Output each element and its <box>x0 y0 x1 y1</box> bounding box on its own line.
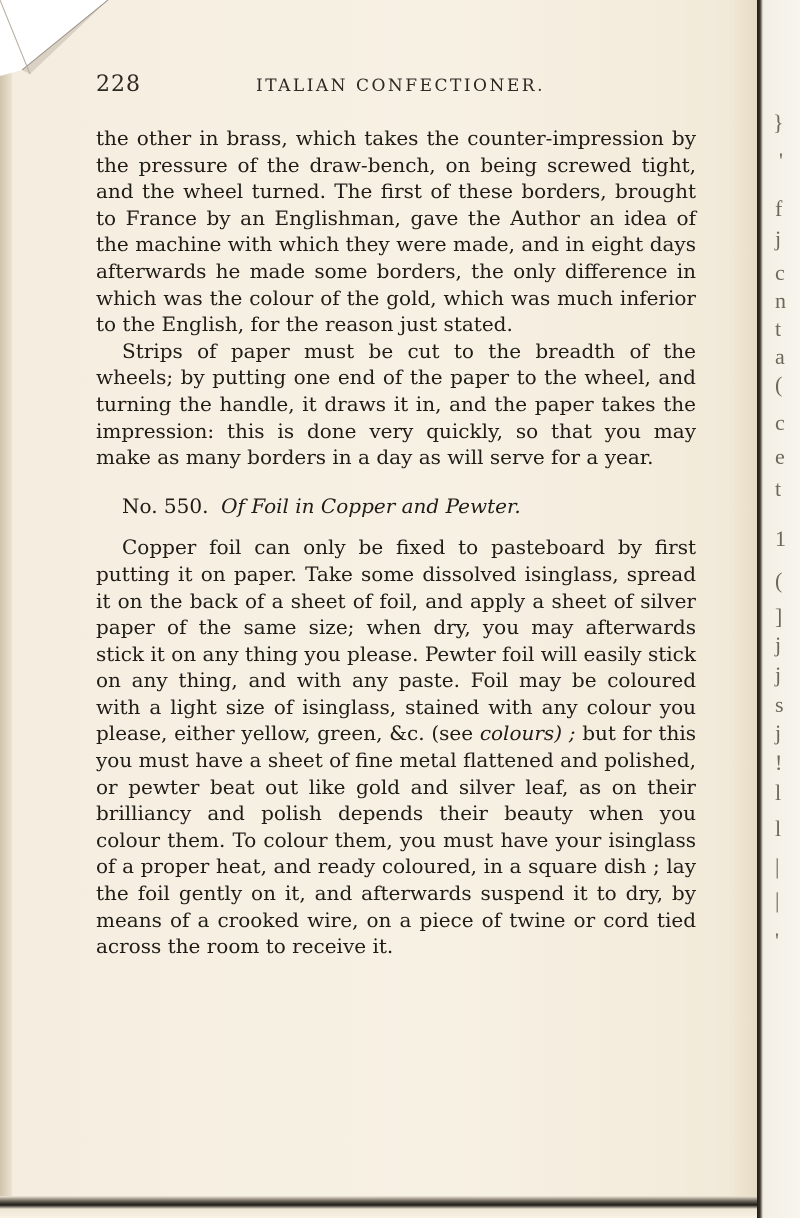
adjacent-page-char: l <box>775 780 782 805</box>
adjacent-page-char: | <box>775 854 780 879</box>
running-title: ITALIAN CONFECTIONER. <box>256 76 545 96</box>
adjacent-page-char: ! <box>775 750 783 775</box>
paragraph-continued: the other in brass, which takes the counter-impression by the pressure of the draw-bench, on being screwed tight, and the wheel turned. The first of these borders, brought to France by an Englishman, gave the Author an idea of the machine with which they were made, and in eight days afterwards he made some borders, the only difference in which was the colour of the gold, which was much inferior to the English, for the reason just stated. <box>96 126 696 337</box>
section-heading <box>96 493 696 520</box>
adjacent-page-char: s <box>775 692 784 717</box>
adjacent-page-char: | <box>775 888 780 913</box>
adjacent-page-char: c <box>775 260 785 285</box>
body-text <box>96 125 696 960</box>
adjacent-page-char: ' <box>775 928 779 953</box>
page-number: 228 <box>96 72 141 97</box>
adjacent-page-char: j <box>775 226 782 251</box>
adjacent-page-char: j <box>775 632 782 657</box>
cross-reference: colours) ; <box>479 721 576 746</box>
adjacent-page-char: 1 <box>775 526 786 551</box>
section-title: Of Foil in Copper and Pewter. <box>221 493 521 518</box>
adjacent-page-char: n <box>775 288 786 313</box>
page-header <box>96 72 716 112</box>
adjacent-page-char: ( <box>775 372 783 397</box>
adjacent-page-char: f <box>775 196 783 221</box>
section-number: No. 550. <box>122 493 209 518</box>
paragraph-foil <box>96 534 696 960</box>
adjacent-page-char: j <box>775 662 782 687</box>
adjacent-page-char: ( <box>775 568 783 593</box>
folded-corner-icon <box>0 0 110 80</box>
adjacent-page-char: a <box>775 344 785 369</box>
paragraph-strips: Strips of paper must be cut to the breadth of the wheels; by putting one end of the paper to the wheel, and turning the handle, it draws it in, and the paper takes the impression: this is done very quickly, so that you may make as many borders in a day as will serve for a year. <box>96 338 696 470</box>
page-bottom-edge <box>0 1196 757 1218</box>
book-gutter <box>757 0 800 1218</box>
adjacent-page-char: c <box>775 410 785 435</box>
paragraph-foil-part-2: but for this you must have a sheet of fine metal flattened and polished, or pewter beat out like gold and silver leaf, as on their brilliancy and polish depends their beauty when you colour them. To colour them, you must have your isinglass of a proper heat, and ready coloured, in a square dish ; lay the foil gently on it, and afterwards suspend it to dry, by means of a crooked wire, on a piece of twine or cord tied across the room to receive it. <box>96 721 696 959</box>
adjacent-page-char: t <box>775 476 782 501</box>
adjacent-page-char: ] <box>775 604 783 629</box>
adjacent-page-char: t <box>775 316 782 341</box>
adjacent-page-char: e <box>775 444 785 469</box>
page-left-edge <box>0 0 12 1218</box>
adjacent-page-char: } <box>773 110 784 135</box>
adjacent-page-char: j <box>775 720 782 745</box>
adjacent-page-char: ' <box>779 148 783 173</box>
adjacent-page-char: l <box>775 816 782 841</box>
paragraph-foil-part-1: Copper foil can only be fixed to pasteboard by first putting it on paper. Take some dissolved isinglass, spread it on the back of a sheet of foil, and apply a sheet of silver paper of the same size; when dry, you may afterwards stick it on any thing you please. Pewter foil will easily stick on any thing, and with any paste. Foil may be coloured with a light size of isinglass, stained with any colour you please, either yellow, green, &c. (see <box>96 535 696 746</box>
